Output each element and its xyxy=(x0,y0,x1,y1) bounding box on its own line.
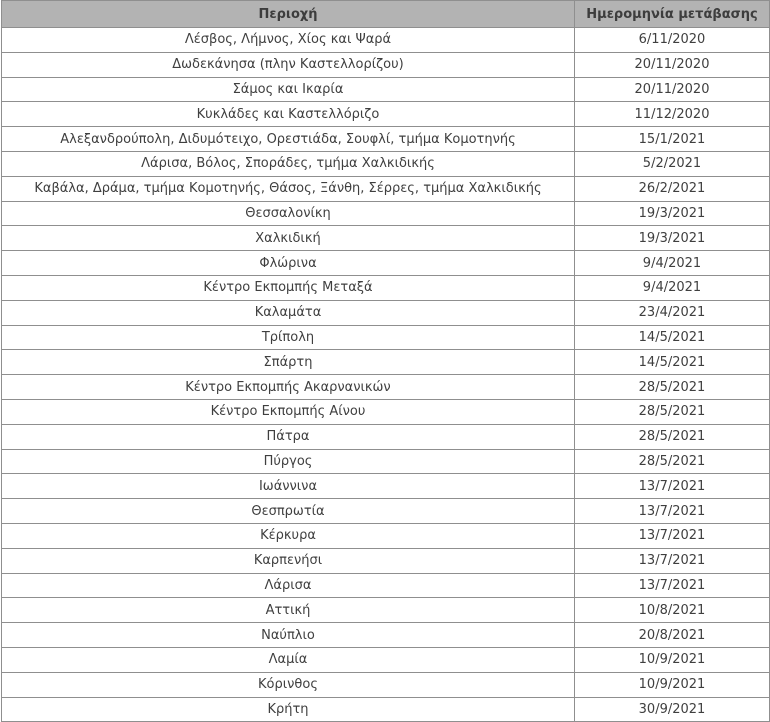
cell-region: Αλεξανδρούπολη, Διδυμότειχο, Ορεστιάδα, Σουφλί, τμήμα Κομοτηνής xyxy=(2,127,575,152)
table-body xyxy=(2,28,770,722)
table-row xyxy=(2,201,770,226)
cell-date: 10/9/2021 xyxy=(575,672,770,697)
cell-date: 14/5/2021 xyxy=(575,350,770,375)
cell-region: Λάρισα xyxy=(2,573,575,598)
cell-region: Τρίπολη xyxy=(2,325,575,350)
table-header-row xyxy=(2,1,770,28)
table-row xyxy=(2,127,770,152)
cell-region: Κέρκυρα xyxy=(2,523,575,548)
cell-date: 28/5/2021 xyxy=(575,449,770,474)
cell-date: 15/1/2021 xyxy=(575,127,770,152)
cell-region: Λαμία xyxy=(2,647,575,672)
table-row xyxy=(2,647,770,672)
cell-date: 28/5/2021 xyxy=(575,375,770,400)
cell-region: Λάρισα, Βόλος, Σποράδες, τμήμα Χαλκιδικής xyxy=(2,151,575,176)
cell-region: Ναύπλιο xyxy=(2,623,575,648)
cell-region: Πύργος xyxy=(2,449,575,474)
table-row xyxy=(2,151,770,176)
cell-date: 11/12/2020 xyxy=(575,102,770,127)
table-row xyxy=(2,350,770,375)
table-row xyxy=(2,499,770,524)
table-row xyxy=(2,325,770,350)
cell-region: Λέσβος, Λήμνος, Χίος και Ψαρά xyxy=(2,28,575,53)
cell-region: Κόρινθος xyxy=(2,672,575,697)
cell-region: Κέντρο Εκπομπής Ακαρνανικών xyxy=(2,375,575,400)
header-date: Ημερομηνία μετάβασης xyxy=(575,1,770,28)
cell-date: 23/4/2021 xyxy=(575,300,770,325)
cell-region: Χαλκιδική xyxy=(2,226,575,251)
cell-region: Θεσπρωτία xyxy=(2,499,575,524)
cell-region: Καρπενήσι xyxy=(2,548,575,573)
cell-date: 10/8/2021 xyxy=(575,598,770,623)
cell-date: 6/11/2020 xyxy=(575,28,770,53)
cell-date: 5/2/2021 xyxy=(575,151,770,176)
cell-region: Καλαμάτα xyxy=(2,300,575,325)
cell-date: 13/7/2021 xyxy=(575,548,770,573)
cell-date: 30/9/2021 xyxy=(575,697,770,722)
table-row xyxy=(2,449,770,474)
cell-region: Φλώρινα xyxy=(2,251,575,276)
cell-date: 20/8/2021 xyxy=(575,623,770,648)
cell-date: 10/9/2021 xyxy=(575,647,770,672)
table-row xyxy=(2,399,770,424)
table-row xyxy=(2,523,770,548)
cell-date: 13/7/2021 xyxy=(575,499,770,524)
table-row xyxy=(2,176,770,201)
table-row xyxy=(2,573,770,598)
transition-schedule-table xyxy=(1,0,770,722)
cell-date: 28/5/2021 xyxy=(575,399,770,424)
cell-region: Κέντρο Εκπομπής Αίνου xyxy=(2,399,575,424)
table-row xyxy=(2,52,770,77)
cell-region: Θεσσαλονίκη xyxy=(2,201,575,226)
table-row xyxy=(2,375,770,400)
table-row xyxy=(2,548,770,573)
cell-region: Κυκλάδες και Καστελλόριζο xyxy=(2,102,575,127)
cell-region: Πάτρα xyxy=(2,424,575,449)
cell-date: 19/3/2021 xyxy=(575,226,770,251)
table-row xyxy=(2,424,770,449)
cell-date: 13/7/2021 xyxy=(575,573,770,598)
cell-region: Ιωάννινα xyxy=(2,474,575,499)
cell-region: Κέντρο Εκπομπής Μεταξά xyxy=(2,275,575,300)
cell-region: Σπάρτη xyxy=(2,350,575,375)
cell-region: Δωδεκάνησα (πλην Καστελλορίζου) xyxy=(2,52,575,77)
cell-date: 20/11/2020 xyxy=(575,77,770,102)
table-row xyxy=(2,77,770,102)
cell-date: 19/3/2021 xyxy=(575,201,770,226)
table-row xyxy=(2,226,770,251)
cell-region: Σάμος και Ικαρία xyxy=(2,77,575,102)
table-row xyxy=(2,300,770,325)
table-row xyxy=(2,275,770,300)
cell-date: 13/7/2021 xyxy=(575,523,770,548)
cell-date: 14/5/2021 xyxy=(575,325,770,350)
table-row xyxy=(2,102,770,127)
cell-date: 9/4/2021 xyxy=(575,275,770,300)
cell-date: 26/2/2021 xyxy=(575,176,770,201)
cell-date: 13/7/2021 xyxy=(575,474,770,499)
cell-region: Κρήτη xyxy=(2,697,575,722)
table-row xyxy=(2,672,770,697)
table-row xyxy=(2,474,770,499)
table-row xyxy=(2,251,770,276)
header-region: Περιοχή xyxy=(2,1,575,28)
table-row xyxy=(2,697,770,722)
cell-region: Αττική xyxy=(2,598,575,623)
cell-date: 20/11/2020 xyxy=(575,52,770,77)
table-row xyxy=(2,623,770,648)
cell-region: Καβάλα, Δράμα, τμήμα Κομοτηνής, Θάσος, Ξάνθη, Σέρρες, τμήμα Χαλκιδικής xyxy=(2,176,575,201)
cell-date: 28/5/2021 xyxy=(575,424,770,449)
table-row xyxy=(2,598,770,623)
cell-date: 9/4/2021 xyxy=(575,251,770,276)
table-row xyxy=(2,28,770,53)
